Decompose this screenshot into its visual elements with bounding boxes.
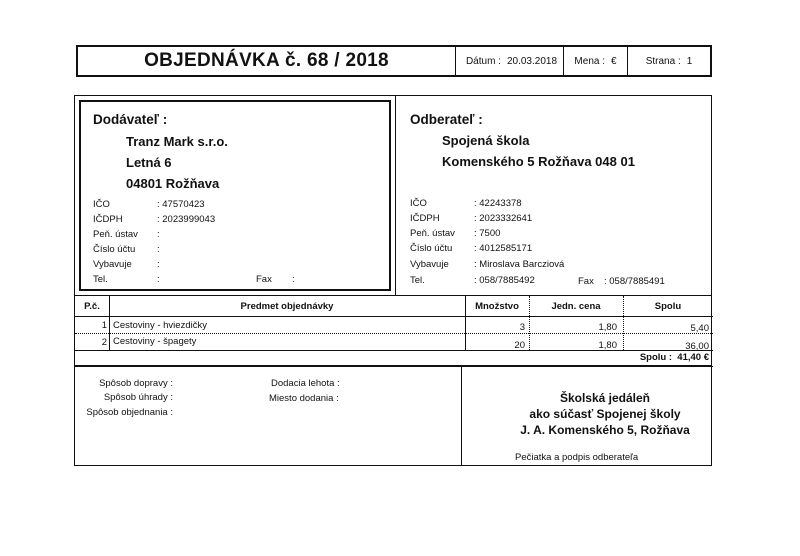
page-cell bbox=[628, 47, 710, 75]
row-total: 5,40 bbox=[690, 323, 709, 334]
row-item: Cestoviny - špagety bbox=[113, 336, 197, 347]
transport-label: Spôsob dopravy : bbox=[99, 378, 173, 389]
col-header-qty: Množstvo bbox=[475, 300, 519, 312]
parties-section bbox=[74, 95, 712, 296]
header-divider bbox=[75, 316, 713, 317]
page-value: 1 bbox=[686, 55, 693, 67]
stamp-caption: Pečiatka a podpis odberateľa bbox=[515, 452, 639, 463]
footer-divider bbox=[75, 366, 713, 367]
row-unit-price: 1,80 bbox=[598, 340, 617, 351]
stamp-line-1: Školská jedáleň bbox=[559, 391, 651, 405]
date-label: Dátum : bbox=[465, 55, 501, 67]
stamp-line-2: ako súčasť Spojenej školy bbox=[529, 407, 681, 421]
footer-col-divider bbox=[461, 366, 462, 466]
sum-label: Spolu : bbox=[639, 352, 673, 363]
supplier-ico: IČO : 47570423 bbox=[93, 199, 205, 210]
customer-bank: Peň. ústav : 7500 bbox=[410, 228, 501, 239]
row-qty: 20 bbox=[514, 340, 525, 351]
order-footer bbox=[74, 366, 712, 466]
customer-box bbox=[395, 96, 711, 295]
sum-value: 41,40 € bbox=[677, 352, 709, 363]
customer-fax: Fax : 058/7885491 bbox=[578, 276, 665, 287]
currency-cell bbox=[564, 47, 628, 75]
row-total: 36,00 bbox=[685, 341, 709, 352]
col-header-total: Spolu bbox=[654, 300, 682, 312]
col-header-item: Predmet objednávky bbox=[240, 300, 334, 312]
customer-address: Komenského 5 Rožňava 048 01 bbox=[442, 154, 635, 169]
row-item: Cestoviny - hviezdičky bbox=[113, 320, 207, 331]
customer-contact: Vybavuje : Miroslava Barcziová bbox=[410, 259, 565, 270]
date-value: 20.03.2018 bbox=[506, 55, 558, 67]
customer-account: Číslo účtu : 4012585171 bbox=[410, 243, 533, 254]
order-title: OBJEDNÁVKA č. 68 / 2018 bbox=[78, 47, 456, 75]
customer-name: Spojená škola bbox=[442, 133, 530, 148]
supplier-heading: Dodávateľ : bbox=[93, 112, 168, 127]
customer-heading: Odberateľ : bbox=[410, 112, 483, 127]
supplier-fax: Fax : bbox=[256, 274, 295, 285]
currency-value: € bbox=[611, 55, 617, 67]
ordering-label: Spôsob objednania : bbox=[86, 407, 173, 418]
delivery-term-label: Dodacia lehota : bbox=[271, 378, 340, 389]
customer-ico: IČO : 42243378 bbox=[410, 198, 522, 209]
rows-end-divider bbox=[75, 350, 713, 351]
customer-stamp bbox=[485, 390, 725, 438]
date-cell bbox=[460, 47, 564, 75]
row-unit-price: 1,80 bbox=[598, 322, 617, 333]
col-header-unit-price: Jedn. cena bbox=[551, 300, 601, 312]
supplier-street: Letná 6 bbox=[126, 155, 172, 170]
row-no: 2 bbox=[101, 337, 107, 348]
page-label: Strana : bbox=[645, 55, 681, 67]
supplier-name: Tranz Mark s.r.o. bbox=[126, 134, 228, 149]
row-divider bbox=[75, 333, 713, 334]
supplier-contact: Vybavuje : bbox=[93, 259, 160, 270]
supplier-bank: Peň. ústav : bbox=[93, 229, 160, 240]
supplier-box bbox=[79, 100, 391, 291]
order-header bbox=[76, 45, 712, 77]
row-no: 1 bbox=[101, 320, 107, 331]
customer-tel: Tel. : 058/7885492 bbox=[410, 275, 535, 286]
supplier-city: 04801 Rožňava bbox=[126, 176, 220, 191]
row-qty: 3 bbox=[519, 322, 525, 333]
sum-row bbox=[623, 352, 709, 363]
stamp-line-3: J. A. Komenského 5, Rožňava bbox=[520, 423, 690, 437]
supplier-account: Číslo účtu : bbox=[93, 244, 160, 255]
supplier-icdph: IČDPH : 2023999043 bbox=[93, 214, 216, 225]
delivery-place-label: Miesto dodania : bbox=[269, 393, 339, 404]
col-divider bbox=[109, 296, 110, 350]
supplier-tel: Tel. : bbox=[93, 274, 160, 285]
payment-label: Spôsob úhrady : bbox=[103, 392, 173, 403]
col-header-no: P.č. bbox=[84, 300, 100, 312]
currency-label: Mena : bbox=[574, 55, 605, 67]
items-table bbox=[74, 296, 712, 366]
customer-icdph: IČDPH : 2023332641 bbox=[410, 213, 533, 224]
